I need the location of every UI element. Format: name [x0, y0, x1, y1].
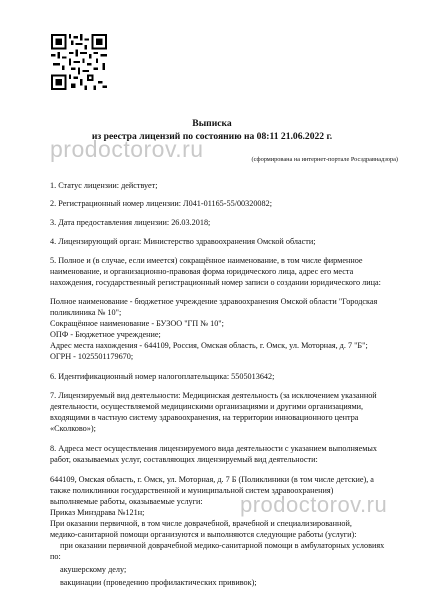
services-line: медико-санитарной помощи организуются и выполняются следующие работы (услуги): [50, 530, 357, 539]
site-address-line: 644109, Омская область, г. Омск, ул. Моторная, д. 7 Б (Поликлиники (в том числе детские), а [50, 475, 374, 484]
inn: 6. Идентификационный номер налогоплательщика: 5505013642; [50, 372, 275, 381]
section-5-line: 5. Полное и (в случае, если имеется) сокращённое наименование, в том числе фирменное [50, 256, 363, 265]
opf: ОПФ - Бюджетное учреждение; [50, 330, 161, 339]
license-status: 1. Статус лицензии: действует; [50, 181, 158, 190]
short-name: Сокращённое наименование - БУЗОО "ГП № 10"; [50, 319, 224, 328]
section-7-line: деятельности, осуществляемой медицинскими организациями и другими организациями, [50, 402, 364, 411]
section-7-line: «Сколково»); [50, 424, 96, 433]
license-reg-number: 2. Регистрационный номер лицензии: Л041-01165-55/00320082; [50, 199, 272, 208]
qr-code [51, 34, 107, 90]
ogrn: ОГРН - 1025501179670; [50, 352, 134, 361]
order: Приказ Минздрава №121н; [50, 508, 145, 517]
section-8-line: 8. Адреса мест осуществления лицензируемого вида деятельности с указанием выполняемых [50, 444, 378, 453]
watermark: prodoctorov.ru [50, 136, 204, 162]
generated-note: (сформирована на интернет-портале Росздравнадзора) [251, 156, 398, 163]
service-item: вакцинации (проведению профилактических прививок); [60, 578, 257, 587]
service-item: акушерскому делу; [60, 565, 127, 574]
section-7-line: 7. Лицензируемый вид деятельности: Медицинская деятельность (за исключением указанной [50, 391, 377, 400]
address: Адрес места нахождения - 644109, Россия, Омская область, г. Омск, ул. Моторная, д. 7 "Б"; [50, 341, 368, 350]
document-title: Выписка [192, 118, 232, 129]
services-line: по: [50, 552, 61, 561]
section-7-line: входящими в частную систему здравоохранения, на территории инновационного центра [50, 413, 359, 422]
section-5-line: наименование, и организационно-правовая форма юридического лица, адрес его места [50, 267, 354, 276]
license-issue-date: 3. Дата предоставления лицензии: 26.03.2018; [50, 218, 211, 227]
full-name-line: поликлиника № 10"; [50, 308, 122, 317]
site-address-line: также поликлиники государственной и муниципальной систем здравоохранения) [50, 486, 334, 495]
watermark: prodoctorov.ru [240, 492, 388, 517]
site-address-line: выполняемые работы, оказываемые услуги: [50, 497, 203, 506]
full-name-line: Полное наименование - бюджетное учреждение здравоохранения Омской области "Городская [50, 297, 378, 306]
section-5-line: нахождения, государственный регистрационный номер записи о создании юридического лица: [50, 278, 381, 287]
license-authority: 4. Лицензирующий орган: Министерство здравоохранения Омской области; [50, 237, 316, 246]
section-8-line: работ, оказываемых услуг, составляющих лицензируемый вид деятельности: [50, 455, 318, 464]
services-line: При оказании первичной, в том числе доврачебной, врачебной и специализированной, [50, 519, 352, 528]
document-subtitle: из реестра лицензий по состоянию на 08:11 21.06.2022 г. [91, 131, 333, 142]
services-line: при оказании первичной доврачебной медико-санитарной помощи в амбулаторных условиях [60, 541, 385, 550]
